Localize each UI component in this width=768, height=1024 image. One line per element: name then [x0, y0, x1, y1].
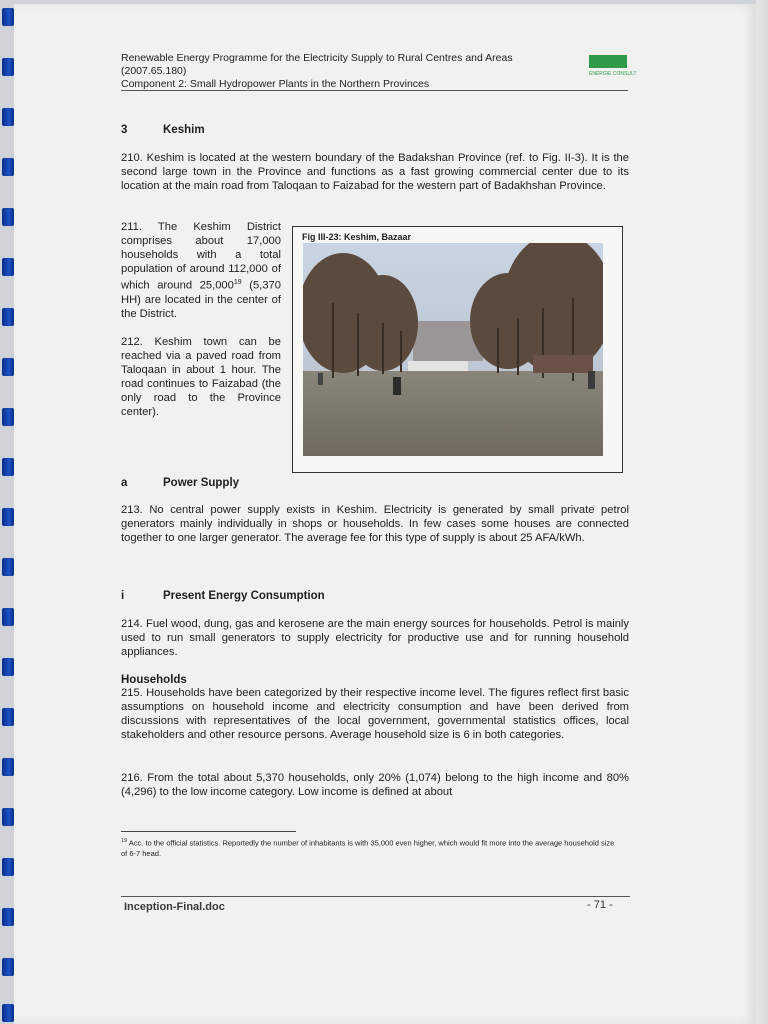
- binding-coil: [2, 58, 14, 76]
- binding-coil: [2, 458, 14, 476]
- figure-caption: Fig III-23: Keshim, Bazaar: [302, 232, 412, 242]
- binding-coil: [2, 508, 14, 526]
- bazaar-photo: [303, 243, 603, 456]
- running-header: [121, 52, 637, 91]
- binding-coil: [2, 258, 14, 276]
- paragraph-211-end: (5,370 HH) are located in the center of the District.: [121, 279, 281, 320]
- binding-coil: [2, 958, 14, 976]
- subsection-heading-a: [121, 476, 629, 490]
- footnote-mark: 19: [121, 838, 128, 844]
- paragraph-214: [121, 617, 629, 659]
- header-line-2: (2007.65.180): [121, 65, 187, 77]
- paragraph-214-text: 214. Fuel wood, dung, gas and kerosene are the main energy sources for households. Petrol is mainly used to run small generators to supply electricity for productive use and for running household appliances.: [121, 618, 629, 658]
- paragraph-216: [121, 771, 629, 799]
- paragraph-215: [121, 686, 629, 742]
- footnote-divider: [121, 831, 296, 832]
- footnote-ref: 19: [233, 279, 242, 286]
- company-logo: [589, 55, 637, 85]
- section-title: Keshim: [163, 124, 205, 136]
- footnote-text: Acc. to the official statistics. Reportedly the number of inhabitants is with 35,000 even higher, which would fit more into the average household size of 6-7 head.: [121, 838, 615, 858]
- paragraph-211-text: 211. The Keshim District comprises about 17,000 households with a total population of around 112,000 of which around 25,000: [121, 221, 281, 292]
- binding-coil: [2, 558, 14, 576]
- paragraph-216-text: 216. From the total about 5,370 households, only 20% (1,074) belong to the high income and 80% (4,296) to the low income category. Low income is defined at about: [121, 772, 629, 798]
- header-line-1: Renewable Energy Programme for the Electricity Supply to Rural Centres and Areas: [121, 52, 513, 64]
- left-text-column: [121, 220, 281, 419]
- binding-coil: [2, 8, 14, 26]
- binding-coil: [2, 708, 14, 726]
- paragraph-211: [121, 220, 281, 321]
- section-heading: [121, 123, 629, 137]
- logo-text: ENERGIE CONSULT: [589, 71, 637, 77]
- subsection-number: a: [121, 477, 128, 489]
- binding-coil: [2, 408, 14, 426]
- binding-coil: [2, 208, 14, 226]
- binding-coil: [2, 1004, 14, 1022]
- paragraph-213: [121, 503, 629, 545]
- subsection-title: Present Energy Consumption: [163, 590, 325, 602]
- logo-band: [589, 55, 627, 68]
- subsection-heading-i: [121, 589, 629, 603]
- header-line-3: Component 2: Small Hydropower Plants in the Northern Provinces: [121, 78, 430, 90]
- binding-coil: [2, 758, 14, 776]
- footer-filename: Inception-Final.doc: [124, 901, 225, 913]
- binding-coil: [2, 908, 14, 926]
- paragraph-210-text: 210. Keshim is located at the western boundary of the Badakshan Province (ref. to Fig. II-3). It is the second large town in the Province and functions as a fast growing commercial center due to its location at the main road from Taloqaan to Faizabad for the western part of Badakhshan Province.: [121, 152, 629, 192]
- households-heading: Households: [121, 674, 187, 686]
- figure-box: [292, 226, 623, 473]
- binding-coil: [2, 108, 14, 126]
- binding-coil: [2, 808, 14, 826]
- paragraph-210: [121, 151, 629, 193]
- subsection-title: Power Supply: [163, 477, 240, 489]
- page-edge: [756, 0, 768, 1024]
- header-divider: [121, 90, 628, 91]
- binding-coil: [2, 158, 14, 176]
- paragraph-213-text: 213. No central power supply exists in Keshim. Electricity is generated by small private petrol generators mainly individually in shops or households. In few cases some houses are connected together to one larger generator. The average fee for this type of supply is about 25 AFA/kWh.: [121, 504, 629, 544]
- section-number: 3: [121, 124, 128, 136]
- footnote: [121, 836, 621, 859]
- paragraph-215-text: 215. Households have been categorized by their respective income level. The figures reflect first basic assumptions on household income and electricity consumption and have been derived from discussions with representatives of the local government, governmental statistics offices, local stakeholders and other resource persons. Average household size is 6 in both categories.: [121, 687, 629, 741]
- subsection-number: i: [121, 590, 125, 602]
- paragraph-212: 212. Keshim town can be reached via a paved road from Taloqaan in about 1 hour. The road continues to Faizabad (the only road to the Province center).: [121, 335, 281, 418]
- footer-divider: [121, 896, 630, 897]
- binding-coil: [2, 658, 14, 676]
- binding-coil: [2, 308, 14, 326]
- binding-coil: [2, 858, 14, 876]
- page-number: - 71 -: [587, 899, 613, 911]
- binding-coil: [2, 608, 14, 626]
- binding-coil: [2, 358, 14, 376]
